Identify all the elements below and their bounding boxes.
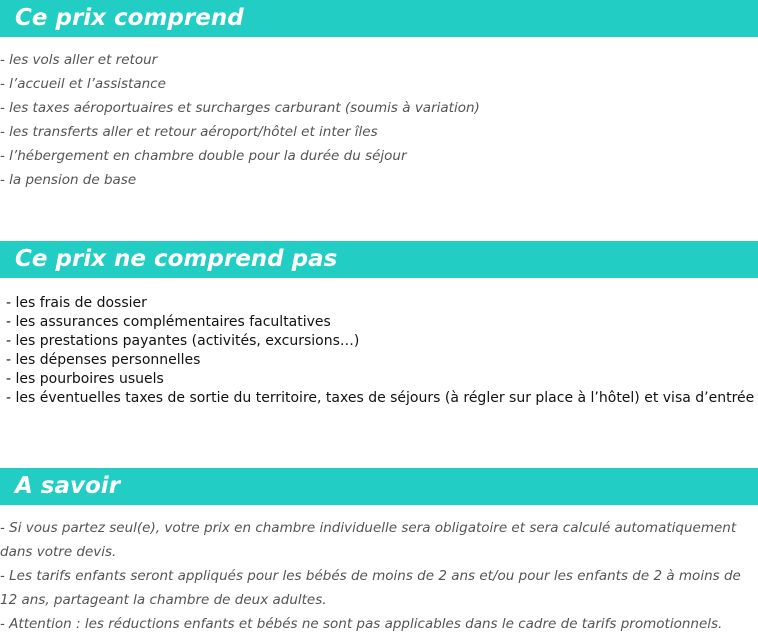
list-item: - Les tarifs enfants seront appliqués pour les bébés de moins de 2 ans et/ou pour les enfants de 2 à moins de 12 ans, partageant la chambre de deux adultes. [0,568,741,608]
list-item: - les pourboires usuels [6,371,164,387]
list-item: - la pension de base [0,172,137,188]
list-item: - les assurances complémentaires facultatives [6,314,331,330]
list-item: - l’accueil et l’assistance [0,76,166,92]
included-section-header: Ce prix comprend [0,0,758,37]
not-included-list [6,294,754,408]
included-list [0,48,480,192]
list-item: - les dépenses personnelles [6,352,201,368]
not-included-section-header: Ce prix ne comprend pas [0,241,758,278]
list-item: - les éventuelles taxes de sortie du territoire, taxes de séjours (à régler sur place à l’hôtel) et visa d’entrée [6,390,755,406]
list-item: - l’hébergement en chambre double pour la durée du séjour [0,148,407,164]
list-item: - les transferts aller et retour aéroport/hôtel et inter îles [0,124,378,140]
list-item: - Si vous partez seul(e), votre prix en chambre individuelle sera obligatoire et sera calculé automatiquement dans votre devis. [0,520,737,560]
list-item: - Attention : les réductions enfants et bébés ne sont pas applicables dans le cadre de tarifs promotionnels. [0,616,723,632]
good-to-know-section-header: A savoir [0,468,758,505]
list-item: - les frais de dossier [6,295,147,311]
list-item: - les taxes aéroportuaires et surcharges carburant (soumis à variation) [0,100,480,116]
list-item: - les prestations payantes (activités, excursions…) [6,333,360,349]
good-to-know-list [0,516,756,636]
list-item: - les vols aller et retour [0,52,158,68]
